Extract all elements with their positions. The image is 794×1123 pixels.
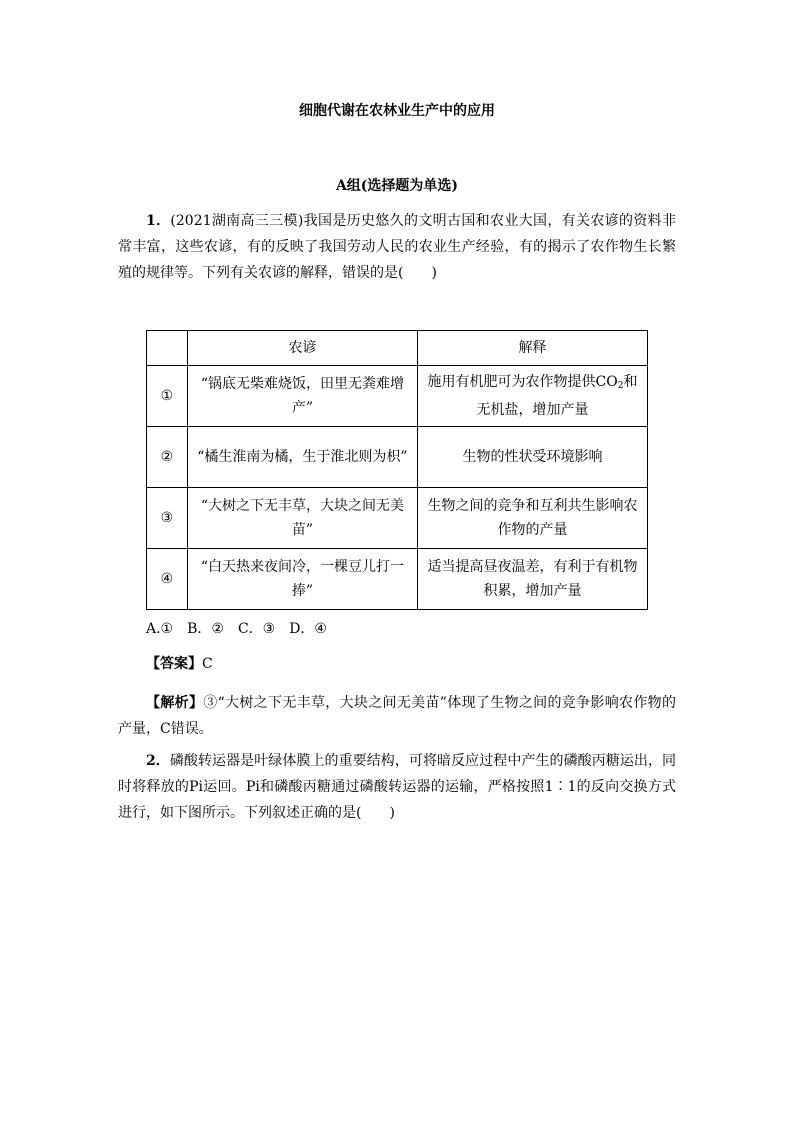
row-explanation: 生物的性状受环境影响: [417, 427, 647, 488]
answer-label: 【答案】: [146, 656, 202, 672]
row-proverb: “白天热来夜间冷，一棵豆儿打一捧”: [187, 549, 417, 610]
question-1-number: 1．: [146, 213, 171, 229]
group-heading: A组(选择题为单选): [335, 178, 459, 194]
row-proverb: “橘生淮南为橘，生于淮北则为枳”: [187, 427, 417, 488]
row-explanation: 适当提高昼夜温差，有利于有机物积累，增加产量: [417, 549, 647, 610]
row-proverb: “锅底无柴难烧饭，田里无粪难增产”: [187, 366, 417, 427]
row-explanation: 生物之间的竞争和互利共生影响农作物的产量: [417, 488, 647, 549]
explanation-text: 施用有机肥可为农作物提供CO: [427, 374, 618, 390]
explanation-text-continued: 和无机盐，增加产量: [476, 374, 638, 418]
table-header-proverb: 农谚: [187, 331, 417, 366]
question-2: [118, 748, 676, 826]
analysis-label: 【解析】: [146, 695, 204, 711]
analysis-text: ③“大树之下无丰草，大块之间无美苗”体现了生物之间的竞争影响农作物的产量，C错误。: [118, 695, 677, 737]
table-header-row: [147, 331, 648, 366]
row-number: ①: [147, 366, 188, 427]
row-number: ④: [147, 549, 188, 610]
answer-options: A.① B．② C．③ D．④: [146, 621, 327, 637]
table-header-explanation: 解释: [417, 331, 647, 366]
row-proverb: “大树之下无丰草，大块之间无美苗”: [187, 488, 417, 549]
question-1-text: (2021湖南高三三模)我国是历史悠久的文明古国和农业大国，有关农谚的资料非常丰富，这些农谚，有的反映了我国劳动人民的农业生产经验，有的揭示了农作物生长繁殖的规律等。下列有关农谚的解释，错误的是( ): [118, 213, 676, 281]
table-row: [147, 427, 648, 488]
question-1: [118, 208, 676, 286]
question-2-text: 磷酸转运器是叶绿体膜上的重要结构，可将暗反应过程中产生的磷酸丙糖运出，同时将释放的Pi运回。Pi和磷酸丙糖通过磷酸转运器的运输，严格按照1∶1的反向交换方式进行，如下图所示。下列叙述正确的是( ): [118, 753, 677, 821]
answer-value: C: [202, 656, 213, 672]
row-explanation: [417, 366, 647, 427]
subscript: 2: [617, 381, 624, 391]
table-row: [147, 488, 648, 549]
answer-line: [146, 653, 213, 675]
analysis-paragraph: [118, 690, 676, 742]
table-row: [147, 366, 648, 427]
row-number: ③: [147, 488, 188, 549]
page-title: 细胞代谢在农林业生产中的应用: [299, 103, 495, 119]
table-row: [147, 549, 648, 610]
row-number: ②: [147, 427, 188, 488]
table-header-blank: [147, 331, 188, 366]
question-2-number: 2．: [146, 753, 170, 769]
proverb-table: [146, 330, 648, 610]
